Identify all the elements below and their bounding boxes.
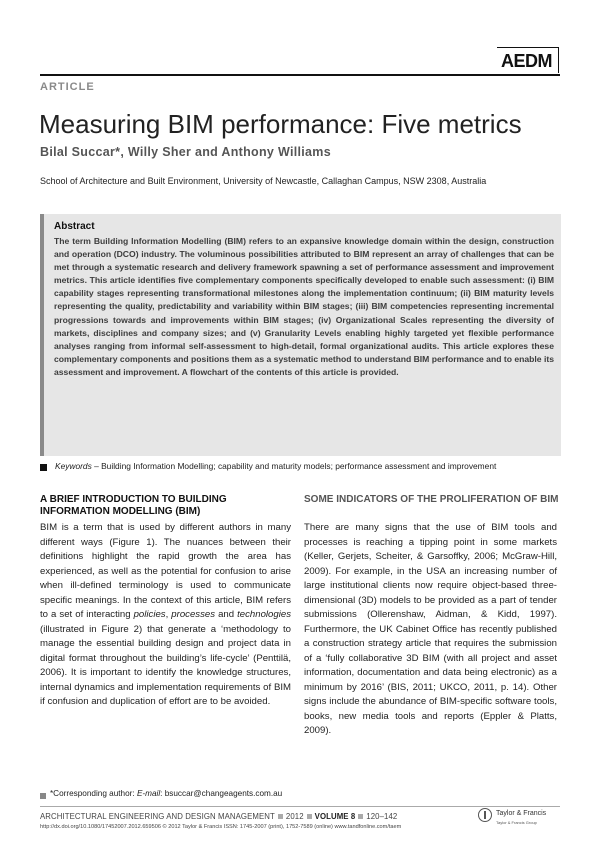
footer-separator [358, 814, 363, 819]
header-rule [40, 74, 560, 76]
section-heading-intro: A BRIEF INTRODUCTION TO BUILDING INFORMATION MODELLING (BIM) [40, 494, 227, 517]
footer-separator [278, 814, 283, 819]
abstract-text: The term Building Information Modelling (BIM) refers to an expansive knowledge domain within the design, construction and operation (DCO) industry. The voluminous possibilities attributed to BIM represent an array of challenges that can be met through a systematic research and delivery framework spawning a set of performance assessment and improvement metrics. This article identifies five complementary components specifically developed to enable such assessment: (i) BIM capability stages representing transformational milestones along the implementation continuum; (ii) BIM maturity levels representing the quality, predictability and variability within BIM stages; (iii) BIM competencies representing incremental progressions towards and improvements within BIM stages; (iv) Organizational Scales representing the diversity of markets, disciplines and company sizes; and (v) Granularity Levels enabling highly targeted yet flexible performance analyses ranging from informal self-assessment to high-detail, formal organizational audits. This article explores these complementary components and positions them as a systematic method to understand BIM performance and to enable its assessment and improvement. A flowchart of the contents of this article is provided. [54, 236, 554, 377]
footnote-bullet [40, 793, 46, 799]
paper-authors: Bilal Succar*, Willy Sher and Anthony Williams [40, 145, 331, 159]
keywords-label: Keywords [55, 461, 92, 471]
intro-text-part2: (illustrated in Figure 2) that generate a ‘methodology to manage the essential building design and project data in digital format throughout the building’s life-cycle’ (Penttilä, 2006). It is important to identify the knowledge structures, internal dynamics and implementation requirements of BIM if confusion and duplication of effort are to be avoided. [40, 623, 291, 707]
intro-em-policies: policies [133, 609, 166, 620]
intro-sep1: , [165, 609, 172, 620]
footnote-email: : bsuccar@changeagents.com.au [160, 789, 283, 798]
footer-separator [307, 814, 312, 819]
keywords-line [55, 461, 496, 471]
abstract-accent-bar [40, 214, 44, 456]
journal-year: 2012 [285, 812, 304, 821]
article-type-label: ARTICLE [40, 81, 95, 93]
abstract-heading: Abstract [54, 221, 95, 232]
intro-em-processes: processes [171, 609, 216, 620]
journal-volume: VOLUME 8 [314, 812, 356, 821]
journal-citation [40, 812, 397, 821]
keywords-text: – Building Information Modelling; capability and maturity models; performance assessment and improvement [91, 461, 497, 471]
publisher-logo-icon [478, 808, 492, 822]
section-body-indicators: There are many signs that the use of BIM tools and processes is reaching a tipping point in some markets (Keller, Gerjets, Scheiter, & Garsoffky, 2006; McGraw-Hill, 2009). For example, in the USA an increasing number of large institutional clients now require object-based three-dimensional (3D) models to be provided as a part of tender submissions (Ollerenshaw, Aidman, & Kidd, 1997). Furthermore, the UK Cabinet Office has recently published a construction strategy article that requires the submission of a ‘fully collaborative 3D BIM (with all project and asset information, documentation and data being electronic) as a minimum by 2016’ (BIS, 2011; UKCO, 2011, p. 14). Other signs include the abundance of BIM-specific software tools, books, new media tools and reports (Eppler & Platts, 2009). [304, 522, 557, 736]
doi-line: http://dx.doi.org/10.1080/17452007.2012.659506 © 2012 Taylor & Francis ISSN: 1745-2007 (print), 1752-7589 (online) www.tandfonline.com/taem [40, 824, 402, 830]
corresponding-author-note [50, 789, 282, 798]
paper-affiliation: School of Architecture and Built Environment, University of Newcastle, Callaghan Campus, NSW 2308, Australia [40, 176, 487, 186]
section-heading-indicators: SOME INDICATORS OF THE PROLIFERATION OF BIM [304, 494, 559, 505]
keywords-bullet [40, 464, 47, 471]
footer-rule [40, 806, 560, 807]
journal-logo: AEDM [501, 51, 552, 71]
intro-sep2: and [215, 609, 238, 620]
journal-pages: 120–142 [366, 812, 398, 821]
intro-em-technologies: technologies [237, 609, 291, 620]
intro-text-part1: BIM is a term that is used by different authors in many different ways (Figure 1). The nuances between their definitions highlight the rapid growth the area has experienced, as well as the potential for confusion to arise when ill-defined terminology is used to communicate specific meanings. In the context of this article, BIM refers to a set of interacting [40, 522, 291, 620]
section-body-intro [40, 521, 291, 710]
footnote-label: *Corresponding author: [50, 789, 137, 798]
journal-name: ARCHITECTURAL ENGINEERING AND DESIGN MANAGEMENT [40, 812, 275, 821]
footnote-email-label: E-mail [136, 789, 161, 798]
publisher-name: Taylor & Francis [496, 810, 547, 817]
paper-title: Measuring BIM performance: Five metrics [39, 109, 522, 139]
publisher-group: Taylor & Francis Group [496, 820, 537, 825]
